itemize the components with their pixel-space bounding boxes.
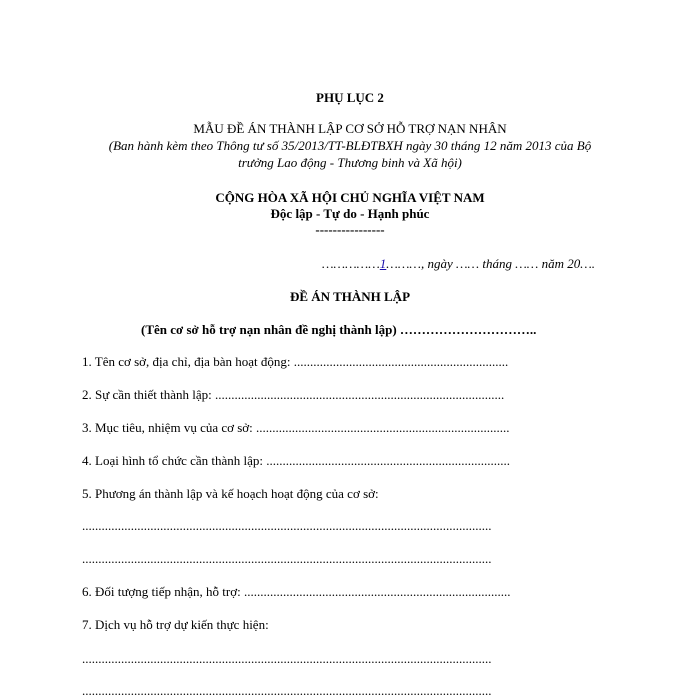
form-item: 7. Dịch vụ hỗ trợ dự kiến thực hiện: [82, 617, 269, 632]
date-suffix: ………, ngày …… tháng …… năm 20…. [386, 256, 596, 271]
form-item: 6. Đối tượng tiếp nhận, hỗ trợ: .................................................................................. [82, 584, 511, 599]
project-title: ĐỀ ÁN THÀNH LẬP [289, 289, 411, 304]
blank-line: .............................................................................................................................. [82, 651, 492, 666]
date-line [322, 256, 595, 272]
motto-underline: ---------------- [315, 222, 385, 237]
national-title: CỘNG HÒA XÃ HỘI CHỦ NGHĨA VIỆT NAM [215, 190, 485, 205]
blank-line: .............................................................................................................................. [82, 551, 492, 566]
form-item: 3. Mục tiêu, nhiệm vụ của cơ sở: .............................................................................. [82, 420, 510, 435]
form-item: 5. Phương án thành lập và kế hoạch hoạt động của cơ sở: [82, 486, 379, 501]
date-prefix: …………… [322, 256, 380, 271]
issued-note-line-2: trưởng Lao động - Thương binh và Xã hội) [238, 155, 462, 170]
issued-note-line-1: (Ban hành kèm theo Thông tư số 35/2013/TT-BLĐTBXH ngày 30 tháng 12 năm 2013 của Bộ [108, 138, 592, 153]
facility-name-prompt: (Tên cơ sở hỗ trợ nạn nhân đề nghị thành lập) ………………………….. [141, 322, 537, 337]
appendix-title: PHỤ LỤC 2 [316, 90, 384, 105]
form-title: MẪU ĐỀ ÁN THÀNH LẬP CƠ SỞ HỖ TRỢ NẠN NHÂN [193, 121, 507, 136]
footnote-link[interactable]: 1 [379, 256, 387, 271]
motto: Độc lập - Tự do - Hạnh phúc [270, 206, 430, 221]
blank-line: .............................................................................................................................. [82, 518, 492, 533]
form-item: 4. Loại hình tổ chức cần thành lập: ........................................................................... [82, 453, 511, 468]
form-item: 1. Tên cơ sở, địa chỉ, địa bàn hoạt động: .................................................................. [82, 354, 509, 369]
blank-line: .............................................................................................................................. [82, 683, 492, 698]
form-item: 2. Sự cần thiết thành lập: ......................................................................................... [82, 387, 505, 402]
